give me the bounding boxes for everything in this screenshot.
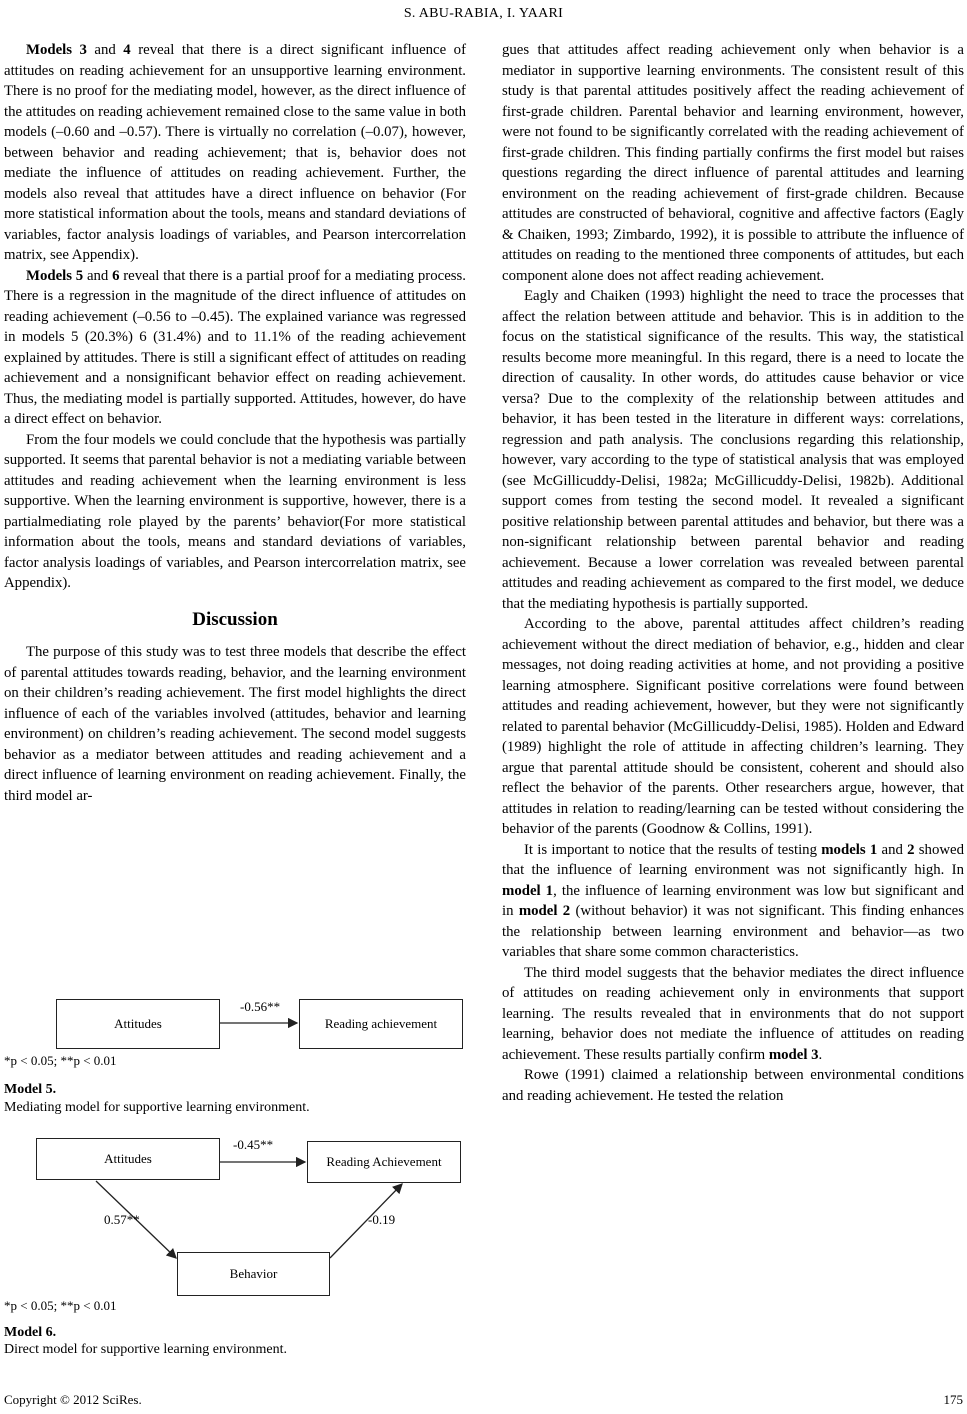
paragraph: Eagly and Chaiken (1993) highlight the need to trace the processes that affect the relation between attitude and behavior. This is in addition to the focus on the statistical significance of the results. This way, the statistical results become more meaningful. In this regard, there is a need to locate the direction of causality. In other words, do attitudes cause behavior or vice versa? Due to the complexity of the relationship between attitudes and behavior, it has been tested in the literature in different ways: correlations, regression and path analysis. The conclusions regarding this relationship, however, vary according to the type of statistical analysis that was employed (see McGillicuddy-Delisi, 1982a; McGillicuddy-Delisi, 1982b). Additional support comes from testing the second model. It revealed a significant positive relationship between parental attitudes and behavior, but there was a non-significant relationship between parental behavior and reading achievement. Because a lower correlation was revealed between parental attitudes and reading achievement as compared to the first model, we deduce that the mediating hypothesis is partially supported.	[502, 288, 964, 612]
figure-caption-title: Model 5.	[4, 1082, 57, 1097]
figure-model-6	[0, 1136, 480, 1356]
running-header: S. ABU-RABIA, I. YAARI	[403, 6, 564, 21]
paragraph: gues that attitudes affect reading achievement only when behavior is a mediator in supportive learning environments. The consistent result of this study is that parental attitudes positively affect the reading achievement of first-grade children. Parental behavior and learning environment, however, were not found to be significantly correlated with the reading achievement of first-grade children. This finding partially confirms the first model but raises questions regarding the direct influence of parental attitudes and learning environment on the reading achievement of first-grade children. Because attitudes are constructed of behavioral, cognitive and affective factors (Eagly & Chaiken, 1993; Zimbardo, 1992), it is possible to attribute the influence of attitudes on reading to the mentioned three components of attitudes, but each component alone does not affect reading achievement.	[502, 42, 964, 284]
box-reading-achievement: Reading Achievement	[307, 1141, 461, 1183]
box-behavior: Behavior	[177, 1252, 330, 1296]
right-column	[502, 40, 964, 1106]
paragraph: The purpose of this study was to test three models that describe the effect of parental attitudes towards reading, behavior, and the learning environment on their children’s reading achievement. The first model highlights the direct influence of each of the variables involved (attitudes, behavior and learning environment) on children’s reading achievement. The second model suggests behavior as a mediator between attitudes and reading achievement and a direct influence of learning environment on reading achievement. Finally, the third model ar-	[4, 644, 466, 804]
page-number: 175	[943, 1392, 963, 1407]
box-attitudes: Attitudes	[36, 1138, 220, 1180]
figure-caption-text: Direct model for supportive learning environment.	[4, 1342, 288, 1357]
box-attitudes: Attitudes	[56, 999, 220, 1049]
coefficient-label: -0.19	[368, 1212, 396, 1227]
figure-caption-text: Mediating model for supportive learning environment.	[4, 1100, 310, 1115]
box-reading-achievement: Reading achievement	[299, 999, 463, 1049]
significance-note: *p < 0.05; **p < 0.01	[4, 1298, 117, 1313]
coefficient-label: -0.56**	[240, 999, 281, 1014]
left-column	[4, 40, 466, 806]
coefficient-label: -0.45**	[233, 1137, 274, 1152]
significance-note: *p < 0.05; **p < 0.01	[4, 1053, 117, 1068]
paragraph: Models 3 and 4 reveal that there is a direct significant influence of attitudes on reading achievement for an unsupportive learning environment. There is no proof for the mediating model, however, as the direct influence of the attitudes on reading achievement remained close to the same value in both models (–0.60 and –0.57). There is virtually no correlation (–0.07), however, between behavior and reading achievement; that is, behavior does not mediate the influence of attitudes on reading achievement. Further, the models also reveal that attitudes have a direct influence on behavior (For more statistical information about the tools, means and standard deviations of variables, factor analysis loadings of variables, and Pearson intercorrelation matrix, see Appendix).	[4, 42, 466, 263]
paragraph: Models 5 and 6 reveal that there is a partial proof for a mediating process. There is a regression in the magnitude of the direct influence of attitudes on reading achievement (–0.56 to –0.45). The explained variance was regressed in models 5 (20.3%) 6 (31.4%) and to 11.1% of the reading achievement explained by attitudes. There is still a significant effect of attitudes on reading achievement and a nonsignificant behavior effect on reading achievement. Thus, the mediating model is partially supported. Attitudes, however, do have a direct effect on behavior.	[4, 267, 466, 427]
figure-caption-title: Model 6.	[4, 1325, 57, 1340]
section-heading: Discussion	[192, 608, 278, 630]
paragraph: Rowe (1991) claimed a relationship between environmental conditions and reading achievement. He tested the relation	[502, 1067, 964, 1104]
coefficient-label: 0.57**	[104, 1212, 140, 1227]
paragraph: The third model suggests that the behavior mediates the direct influence of attitudes on reading achievement only in environments that support learning. The results revealed that in environments that do not support learning, behavior does not mediate the influence of attitudes on reading achievement. These results partially confirm model 3.	[502, 964, 964, 1063]
paragraph: From the four models we could conclude that the hypothesis was partially supported. It seems that parental behavior is not a mediating variable between attitudes and reading achievement when the learning environment is less supportive. When the learning environment is supportive, however, there is a partialmediating role played by the parents’ behavior(For more statistical information about the tools, means and standard deviations of variables, factor analysis loadings of variables, and Pearson intercorrelation matrix, see Appendix).	[4, 431, 466, 591]
paragraph: It is important to notice that the results of testing models 1 and 2 showed that the influence of learning environment was not significantly high. In model 1, the influence of learning environment was low but significant and in model 2 (without behavior) it was not significant. This finding enhances the relationship between learning environment and behavior—as two variables that share some common characteristics.	[502, 841, 965, 960]
copyright-footer: Copyright © 2012 SciRes.	[4, 1392, 142, 1407]
figure-model-5	[0, 988, 480, 1128]
paragraph: According to the above, parental attitudes affect children’s reading achievement without the direct mediation of behavior, e.g., hidden and clear messages, not doing reading activities at home, and not providing a positive learning atmosphere. Significant positive correlations were found between attitudes and reading achievement, however, but they were not significantly related to parental behavior (McGillicuddy-Delisi, 1985). Holden and Edward (1989) highlight the role of attitude in affecting children’s learning. They argue that parental attitude should be consistent, coherent and should also reflect the behavior of the parents. Other researchers argue, however, that attitudes in relation to reading/learning can be tested without considering the behavior of the parents (Goodnow & Collins, 1991).	[502, 616, 964, 837]
